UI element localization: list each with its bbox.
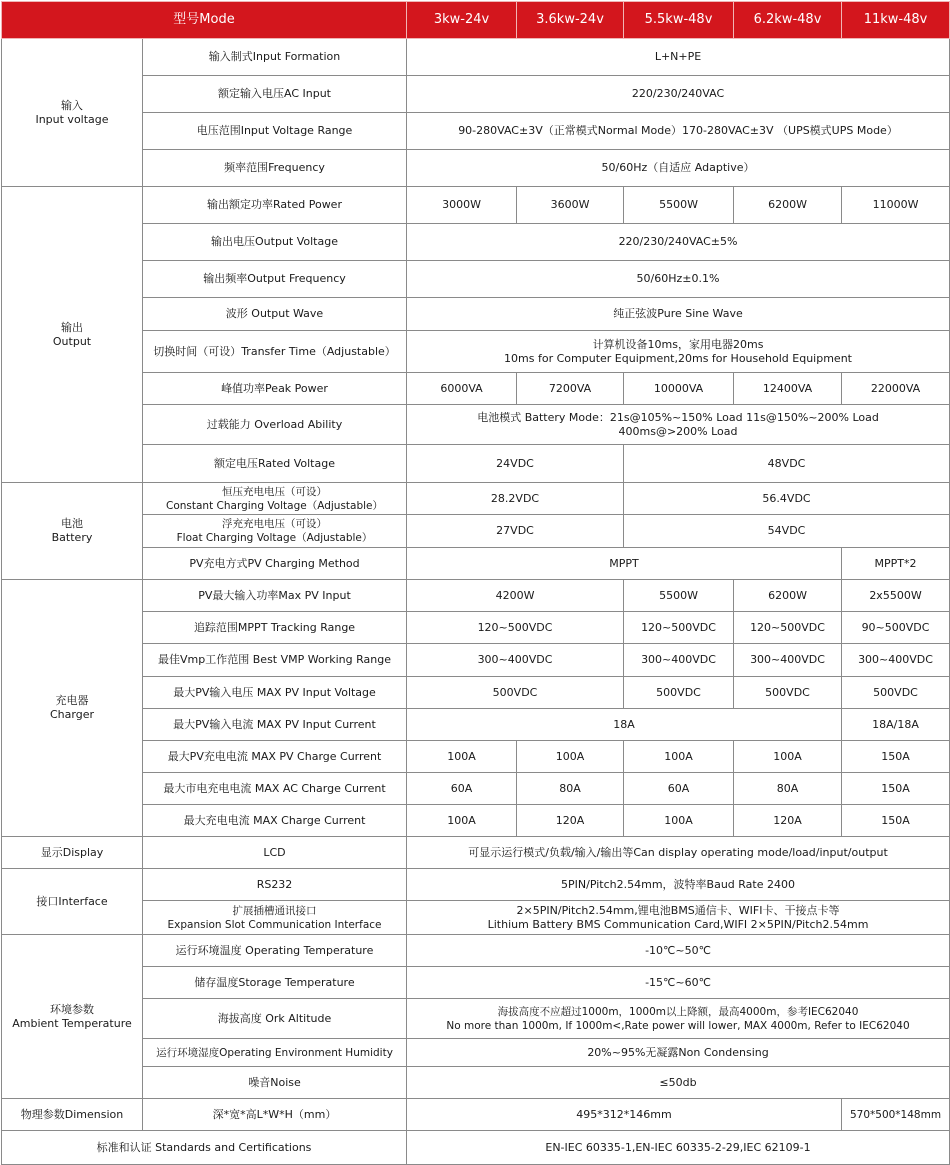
table-row xyxy=(2,580,950,612)
group-ambient: 环境参数 Ambient Temperature xyxy=(2,935,143,1099)
table-row xyxy=(2,999,950,1039)
cell-value: 24VDC xyxy=(407,445,624,483)
row-label: 最佳Vmp工作范围 Best VMP Working Range xyxy=(143,644,407,677)
cell-value: 56.4VDC xyxy=(624,483,950,515)
cell-value: 7200VA xyxy=(517,373,624,405)
table-row xyxy=(2,76,950,113)
group-charger: 充电器 Charger xyxy=(2,580,143,837)
cell-value: 500VDC xyxy=(624,677,734,709)
row-value: ≤50db xyxy=(407,1067,950,1099)
table-row xyxy=(2,837,950,869)
cell-value: 150A xyxy=(842,805,950,837)
table-row xyxy=(2,445,950,483)
cell-value: 10000VA xyxy=(624,373,734,405)
cell-value: 570*500*148mm xyxy=(842,1099,950,1131)
cell-value: 100A xyxy=(407,741,517,773)
table-row xyxy=(2,644,950,677)
row-value: L+N+PE xyxy=(407,39,950,76)
group-interface: 接口Interface xyxy=(2,869,143,935)
table-row xyxy=(2,39,950,76)
table-row xyxy=(2,935,950,967)
cell-value: 27VDC xyxy=(407,515,624,548)
group-display: 显示Display xyxy=(2,837,143,869)
row-label: 过载能力 Overload Ability xyxy=(143,405,407,445)
row-label: 切换时间（可设）Transfer Time（Adjustable） xyxy=(143,331,407,373)
table-row xyxy=(2,1039,950,1067)
cell-value: 3000W xyxy=(407,187,517,224)
model-3-6kw: 3.6kw-24v xyxy=(517,2,624,39)
cell-value: 90~500VDC xyxy=(842,612,950,644)
table-row xyxy=(2,483,950,515)
row-value: 220/230/240VAC xyxy=(407,76,950,113)
row-value: 90-280VAC±3V（正常模式Normal Mode）170-280VAC±3V （UPS模式UPS Mode） xyxy=(407,113,950,150)
table-row xyxy=(2,677,950,709)
table-row xyxy=(2,741,950,773)
row-label: 深*宽*高L*W*H（mm） xyxy=(143,1099,407,1131)
table-row xyxy=(2,901,950,935)
table-row xyxy=(2,548,950,580)
cell-value: 6200W xyxy=(734,187,842,224)
cell-value: 22000VA xyxy=(842,373,950,405)
cell-value: 100A xyxy=(624,741,734,773)
cell-value: 500VDC xyxy=(734,677,842,709)
cell-value: 80A xyxy=(517,773,624,805)
row-value: 220/230/240VAC±5% xyxy=(407,224,950,261)
cell-value: 300~400VDC xyxy=(734,644,842,677)
row-value: 海拔高度不应超过1000m，1000m以上降额，最高4000m，参考IEC62040 No more than 1000m, If 1000m<,Rate power will lower, MAX 4000m, Refer to IEC62040 xyxy=(407,999,950,1039)
cell-value: 3600W xyxy=(517,187,624,224)
row-label: 电压范围Input Voltage Range xyxy=(143,113,407,150)
table-row xyxy=(2,1067,950,1099)
model-label: 型号Mode xyxy=(2,2,407,39)
cell-value: 300~400VDC xyxy=(407,644,624,677)
cell-value: 54VDC xyxy=(624,515,950,548)
table-row xyxy=(2,1099,950,1131)
row-label: 额定电压Rated Voltage xyxy=(143,445,407,483)
row-label: 输入制式Input Formation xyxy=(143,39,407,76)
row-value: 2×5PIN/Pitch2.54mm,锂电池BMS通信卡、WIFI卡、干接点卡等 Lithium Battery BMS Communication Card,WIFI 2×5PIN/Pitch2.54mm xyxy=(407,901,950,935)
row-label: RS232 xyxy=(143,869,407,901)
model-3kw: 3kw-24v xyxy=(407,2,517,39)
table-row xyxy=(2,150,950,187)
group-input: 输入 Input voltage xyxy=(2,39,143,187)
row-label: 储存温度Storage Temperature xyxy=(143,967,407,999)
cell-value: 5500W xyxy=(624,187,734,224)
group-physical: 物理参数Dimension xyxy=(2,1099,143,1131)
row-label: 输出频率Output Frequency xyxy=(143,261,407,298)
table-row xyxy=(2,967,950,999)
cell-value: 120A xyxy=(734,805,842,837)
row-value: 5PIN/Pitch2.54mm，波特率Baud Rate 2400 xyxy=(407,869,950,901)
cell-value: 150A xyxy=(842,741,950,773)
row-label: 额定输入电压AC Input xyxy=(143,76,407,113)
row-value: 50/60Hz±0.1% xyxy=(407,261,950,298)
row-label: 扩展插槽通讯接口 Expansion Slot Communication Interface xyxy=(143,901,407,935)
row-label: 最大PV输入电压 MAX PV Input Voltage xyxy=(143,677,407,709)
row-label: 最大市电充电电流 MAX AC Charge Current xyxy=(143,773,407,805)
cell-value: 300~400VDC xyxy=(842,644,950,677)
row-label: 输出电压Output Voltage xyxy=(143,224,407,261)
cell-value: 28.2VDC xyxy=(407,483,624,515)
spec-table xyxy=(1,1,950,1165)
cell-value: 18A xyxy=(407,709,842,741)
cell-value: 6000VA xyxy=(407,373,517,405)
cell-value: 495*312*146mm xyxy=(407,1099,842,1131)
row-value: 20%~95%无凝露Non Condensing xyxy=(407,1039,950,1067)
row-label: 追踪范围MPPT Tracking Range xyxy=(143,612,407,644)
row-label: 浮充充电电压（可设） Float Charging Voltage（Adjustable） xyxy=(143,515,407,548)
cell-value: 5500W xyxy=(624,580,734,612)
row-label: 运行环境湿度Operating Environment Humidity xyxy=(143,1039,407,1067)
cell-value: 100A xyxy=(734,741,842,773)
table-row xyxy=(2,373,950,405)
group-battery: 电池 Battery xyxy=(2,483,143,580)
table-row xyxy=(2,515,950,548)
cell-value: 60A xyxy=(624,773,734,805)
cell-value: 6200W xyxy=(734,580,842,612)
row-value: 电池模式 Battery Mode：21s@105%~150% Load 11s@150%~200% Load 400ms@>200% Load xyxy=(407,405,950,445)
row-value: 可显示运行模式/负载/输入/输出等Can display operating mode/load/input/output xyxy=(407,837,950,869)
row-label: 峰值功率Peak Power xyxy=(143,373,407,405)
row-label: LCD xyxy=(143,837,407,869)
row-label: 最大充电电流 MAX Charge Current xyxy=(143,805,407,837)
group-output: 输出 Output xyxy=(2,187,143,483)
table-row xyxy=(2,773,950,805)
cell-value: 120~500VDC xyxy=(407,612,624,644)
row-value: -10℃~50℃ xyxy=(407,935,950,967)
cell-value: 100A xyxy=(624,805,734,837)
row-value: EN-IEC 60335-1,EN-IEC 60335-2-29,IEC 62109-1 xyxy=(407,1131,950,1165)
cell-value: MPPT*2 xyxy=(842,548,950,580)
cell-value: 500VDC xyxy=(842,677,950,709)
cell-value: 120~500VDC xyxy=(624,612,734,644)
table-row xyxy=(2,187,950,224)
cell-value: 60A xyxy=(407,773,517,805)
row-label: 波形 Output Wave xyxy=(143,298,407,331)
table-row xyxy=(2,298,950,331)
table-row xyxy=(2,405,950,445)
row-label: 海拔高度 Ork Altitude xyxy=(143,999,407,1039)
cell-value: MPPT xyxy=(407,548,842,580)
row-label: 噪音Noise xyxy=(143,1067,407,1099)
cell-value: 80A xyxy=(734,773,842,805)
model-6-2kw: 6.2kw-48v xyxy=(734,2,842,39)
model-5-5kw: 5.5kw-48v xyxy=(624,2,734,39)
table-row xyxy=(2,113,950,150)
model-11kw: 11kw-48v xyxy=(842,2,950,39)
row-label: PV充电方式PV Charging Method xyxy=(143,548,407,580)
cell-value: 4200W xyxy=(407,580,624,612)
cell-value: 120~500VDC xyxy=(734,612,842,644)
row-label: 运行环境温度 Operating Temperature xyxy=(143,935,407,967)
cell-value: 48VDC xyxy=(624,445,950,483)
row-label: 频率范围Frequency xyxy=(143,150,407,187)
table-row xyxy=(2,709,950,741)
table-row xyxy=(2,612,950,644)
cell-value: 12400VA xyxy=(734,373,842,405)
row-value: 50/60Hz（自适应 Adaptive） xyxy=(407,150,950,187)
cell-value: 100A xyxy=(517,741,624,773)
cell-value: 120A xyxy=(517,805,624,837)
cell-value: 18A/18A xyxy=(842,709,950,741)
cell-value: 2x5500W xyxy=(842,580,950,612)
cell-value: 150A xyxy=(842,773,950,805)
table-row xyxy=(2,261,950,298)
cell-value: 11000W xyxy=(842,187,950,224)
table-row xyxy=(2,869,950,901)
row-value: -15℃~60℃ xyxy=(407,967,950,999)
cell-value: 100A xyxy=(407,805,517,837)
row-label: 输出额定功率Rated Power xyxy=(143,187,407,224)
row-label: 最大PV充电电流 MAX PV Charge Current xyxy=(143,741,407,773)
row-label: 最大PV输入电流 MAX PV Input Current xyxy=(143,709,407,741)
group-standards: 标准和认证 Standards and Certifications xyxy=(2,1131,407,1165)
row-value: 纯正弦波Pure Sine Wave xyxy=(407,298,950,331)
cell-value: 300~400VDC xyxy=(624,644,734,677)
cell-value: 500VDC xyxy=(407,677,624,709)
table-row xyxy=(2,1131,950,1165)
row-label: PV最大输入功率Max PV Input xyxy=(143,580,407,612)
table-row xyxy=(2,224,950,261)
table-row xyxy=(2,805,950,837)
row-label: 恒压充电电压（可设） Constant Charging Voltage（Adjustable） xyxy=(143,483,407,515)
row-value: 计算机设备10ms，家用电器20ms 10ms for Computer Equipment,20ms for Household Equipment xyxy=(407,331,950,373)
header-row xyxy=(2,2,950,39)
table-row xyxy=(2,331,950,373)
